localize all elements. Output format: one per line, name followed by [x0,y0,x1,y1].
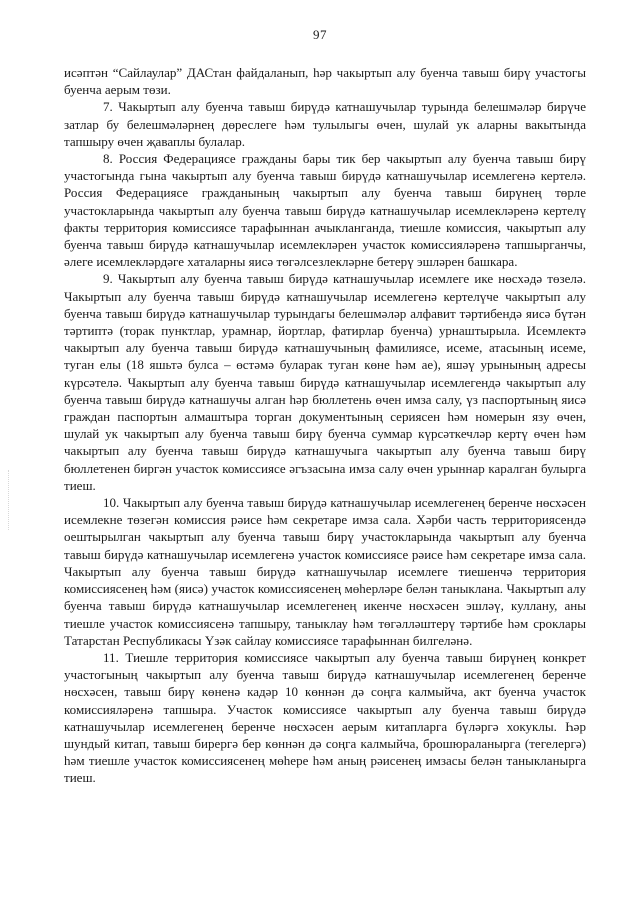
paragraph-7: 7. Чакыртып алу буенча тавыш бирүдә катнашучылар турында белешмәләр бирүче затлар бу белешмәләрнең дөреслеге һәм тулылыгы өчен, шулай ук аларны вакытында тапшыру өчен җаваплы булалар. [64,99,586,149]
page-number: 97 [313,27,327,42]
paragraph-11: 11. Тиешле территория комиссиясе чакыртып алу буенча тавыш бирүнең конкрет участогының чакыртып алу буенча тавыш бирүдә катнашучылар исемлегенең беренче нөсхәсен, тавыш бирү көненә кадәр 10 көннән дә соңга калмыйча, акт буенча участок комиссияләренә тапшыра. Участок комиссиясе чакыртып алу буенча тавыш бирүдә катнашучылар исемлегенең беренче нөсхәсен аерым китапларга бүләргә хокуклы. Һәр шундый китап, тавыш бирергә бер көннән дә соңга калмыйча, брошюраланырга (тегелергә) һәм тиешле участок комиссиясенең мөһере һәм аның рәисенең имзасы белән таныкланырга тиеш. [64,649,586,786]
paragraph-10: 10. Чакыртып алу буенча тавыш бирүдә катнашучылар исемлегенең беренче нөсхәсен исемлекне төзегән комиссия рәисе һәм секретаре имза сала. Хәрби часть территориясендә оештырылган чакыртып алу буенча тавыш бирү участокларында чакыртып алу буенча тавыш бирүдә катнашучылар исемлегенә участок комиссиясе рәисе һәм секретаре имза сала. Чакыртып алу буенча тавыш бирүдә катнашучылар исемлеге тиешенчә территория комиссиясенең һәм (яисә) участок комиссиясенең мөһерләре белән таныклана. Чакыртып алу буенча тавыш бирүдә катнашучылар исемлегенең икенче нөсхәсен эшләү, куллану, аны тиешле участок комиссиясенә тапшыру, таныклау һәм төгәлләштерү тәртибе һәм сроклары Татарстан Республикасы Үзәк сайлау комиссиясе тарафыннан билгеләнә. [64,495,586,648]
paragraph-continuation: исәптән “Сайлаулар” ДАСтан файдаланып, һәр чакыртып алу буенча тавыш бирү участогы буенча аерым төзи. [64,65,586,98]
paragraph-9: 9. Чакыртып алу буенча тавыш бирүдә катнашучылар исемлеге ике нөсхәдә төзелә. Чакыртып алу буенча тавыш бирүдә катнашучылар исемлегенә кертелүче чакыртып алу буенча тавыш бирүдә катнашучылар турындагы белешмәләр алфавит тәртибендә яисә бүтән тәртиптә (торак пунктлар, урамнар, йортлар, фатирлар буенча) урнаштырыла. Исемлектә чакыртып алу буенча тавыш бирүдә катнашучының фамилиясе, исеме, атасының исеме, туган елы (18 яшьтә булса – өстәмә буларак туган көне һәм ае), яшәү урынының адресы күрсәтелә. Чакыртып алу буенча тавыш бирүдә катнашучылар исемлегендә чакыртып алу буенча тавыш бирүдә катнашучы алган һәр бюллетень өчен имза салу, үз паспортының яисә граждан паспортын алмаштыра торган документының сериясен һәм номерын язу өчен, шулай ук чакыртып алу буенча тавыш бирү буенча суммар күрсәткечләр кертү өчен һәм чакыртып алу буенча тавыш бирүдә катнашучыга чакыртып алу буенча тавыш бирү бюллетенен биргән участок комиссиясе әгъзасына имза салу өчен урыннар каралган булырга тиеш. [64,271,586,493]
margin-scan-mark [8,470,12,530]
document-body [64,64,586,787]
paragraph-8: 8. Россия Федерациясе гражданы бары тик бер чакыртып алу буенча тавыш бирү участогында гына чакыртып алу буенча тавыш бирүдә катнашучылар исемлегенә кертелә. Россия Федерациясе гражданының чакыртып алу буенча тавыш бирүнең төрле участокларында чакыртып алу буенча тавыш бирүдә катнашучылар исемлекләренә кертелү факты территория комиссиясе тарафыннан ачыкланганда, тиешле комиссия, чакыртып алу буенча тавыш бирүдә катнашучылар исемлекләрен участок комиссияләренә тапшырганчы, әлеге исемлекләрдәге хаталарны яисә төгәлсезлекләрне бетерү эшләрен башкара. [64,151,586,270]
